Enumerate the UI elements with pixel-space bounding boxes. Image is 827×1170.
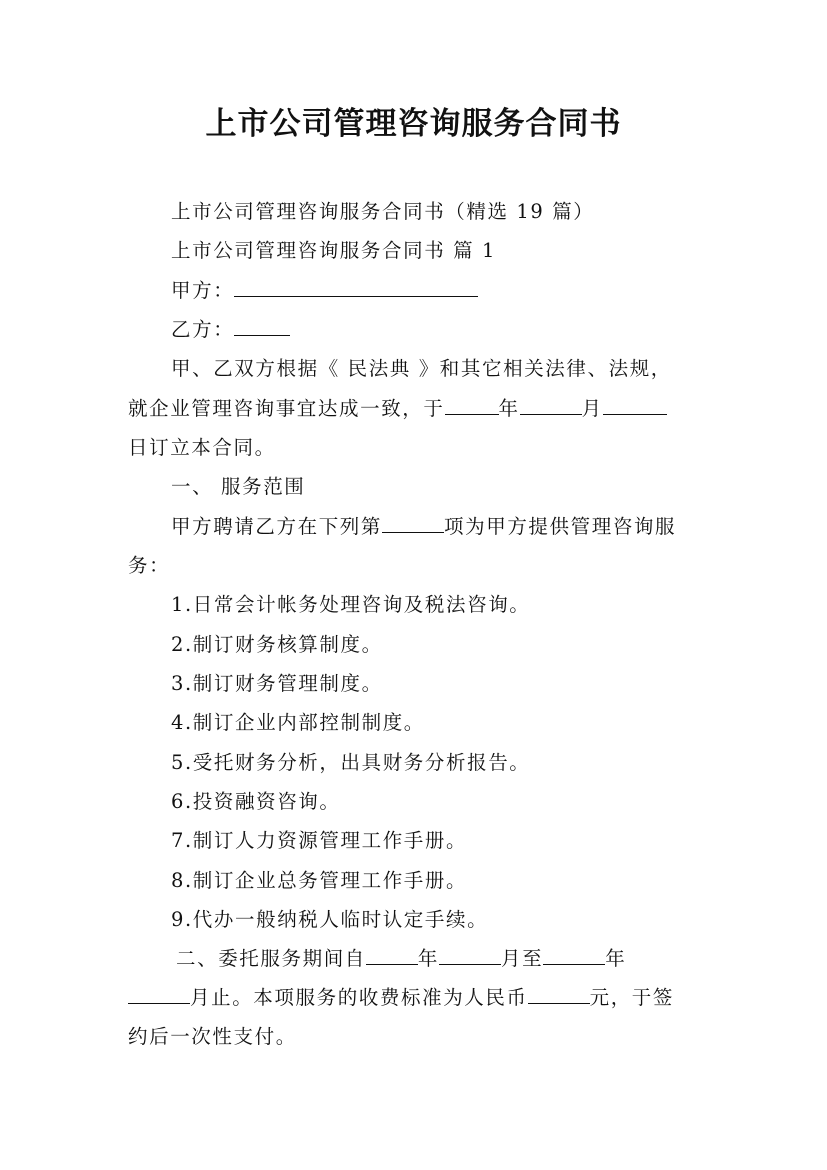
- fee-amount-blank: [528, 985, 590, 1004]
- list-item: 6.投资融资咨询。: [171, 790, 341, 813]
- document-title: 上市公司管理咨询服务合同书: [205, 106, 622, 142]
- list-item: 1.日常会计帐务处理咨询及税法咨询。: [171, 593, 531, 616]
- list-item: 9.代办一般纳税人临时认定手续。: [171, 908, 489, 931]
- section-2-text-c: 元，于签: [589, 986, 675, 1009]
- list-item: 4.制订企业内部控制制度。: [171, 711, 425, 734]
- section-1-heading: 一、 服务范围: [171, 475, 306, 498]
- list-item: 7.制订人力资源管理工作手册。: [171, 829, 468, 852]
- intro-line-3: 日订立本合同。: [128, 436, 276, 459]
- party-a-label: 甲方：: [171, 279, 235, 302]
- section-1-text-b: 项为甲方提供管理咨询服: [444, 515, 677, 538]
- end-year-blank: [543, 946, 605, 965]
- intro-line-1: 甲、乙双方根据《 民法典 》和其它相关法律、法规，: [171, 357, 672, 380]
- section-2-line-3: 约后一次性支付。: [128, 1025, 297, 1048]
- month-label: 月: [581, 397, 603, 420]
- intro-line-2: [128, 396, 667, 422]
- section-1-line-1: [171, 514, 676, 540]
- chapter-heading: 上市公司管理咨询服务合同书 篇 1: [171, 239, 497, 262]
- start-year-blank: [366, 946, 418, 965]
- section-2-text-a: 二、委托服务期间自: [176, 947, 366, 970]
- list-item: 2.制订财务核算制度。: [171, 633, 383, 656]
- document-subtitle: 上市公司管理咨询服务合同书（精选 19 篇）: [171, 200, 595, 223]
- party-a-line: [171, 278, 478, 304]
- day-blank: [603, 396, 667, 415]
- list-item: 5.受托财务分析，出具财务分析报告。: [171, 751, 531, 774]
- month-blank: [520, 396, 582, 415]
- year-label: 年: [498, 397, 520, 420]
- year-blank: [445, 396, 499, 415]
- party-b-line: [171, 317, 290, 343]
- end-year-label: 年: [605, 947, 627, 970]
- list-item: 8.制订企业总务管理工作手册。: [171, 869, 468, 892]
- section-1-line-2: 务：: [128, 554, 171, 577]
- intro-text: 就企业管理咨询事宜达成一致，于: [128, 397, 445, 420]
- end-month-blank: [128, 985, 190, 1004]
- section-1-text-a: 甲方聘请乙方在下列第: [171, 515, 383, 538]
- party-b-label: 乙方：: [171, 318, 235, 341]
- party-a-blank: [234, 278, 478, 297]
- section-2-text-b: 月止。本项服务的收费标准为人民币: [190, 986, 528, 1009]
- list-item: 3.制订财务管理制度。: [171, 672, 383, 695]
- party-b-blank: [234, 317, 290, 336]
- section-2-line-1: [176, 946, 626, 972]
- start-month-label: 月至: [501, 947, 544, 970]
- section-2-line-2: [128, 985, 674, 1011]
- start-month-blank: [439, 946, 501, 965]
- item-number-blank: [382, 514, 444, 533]
- start-year-label: 年: [417, 947, 440, 970]
